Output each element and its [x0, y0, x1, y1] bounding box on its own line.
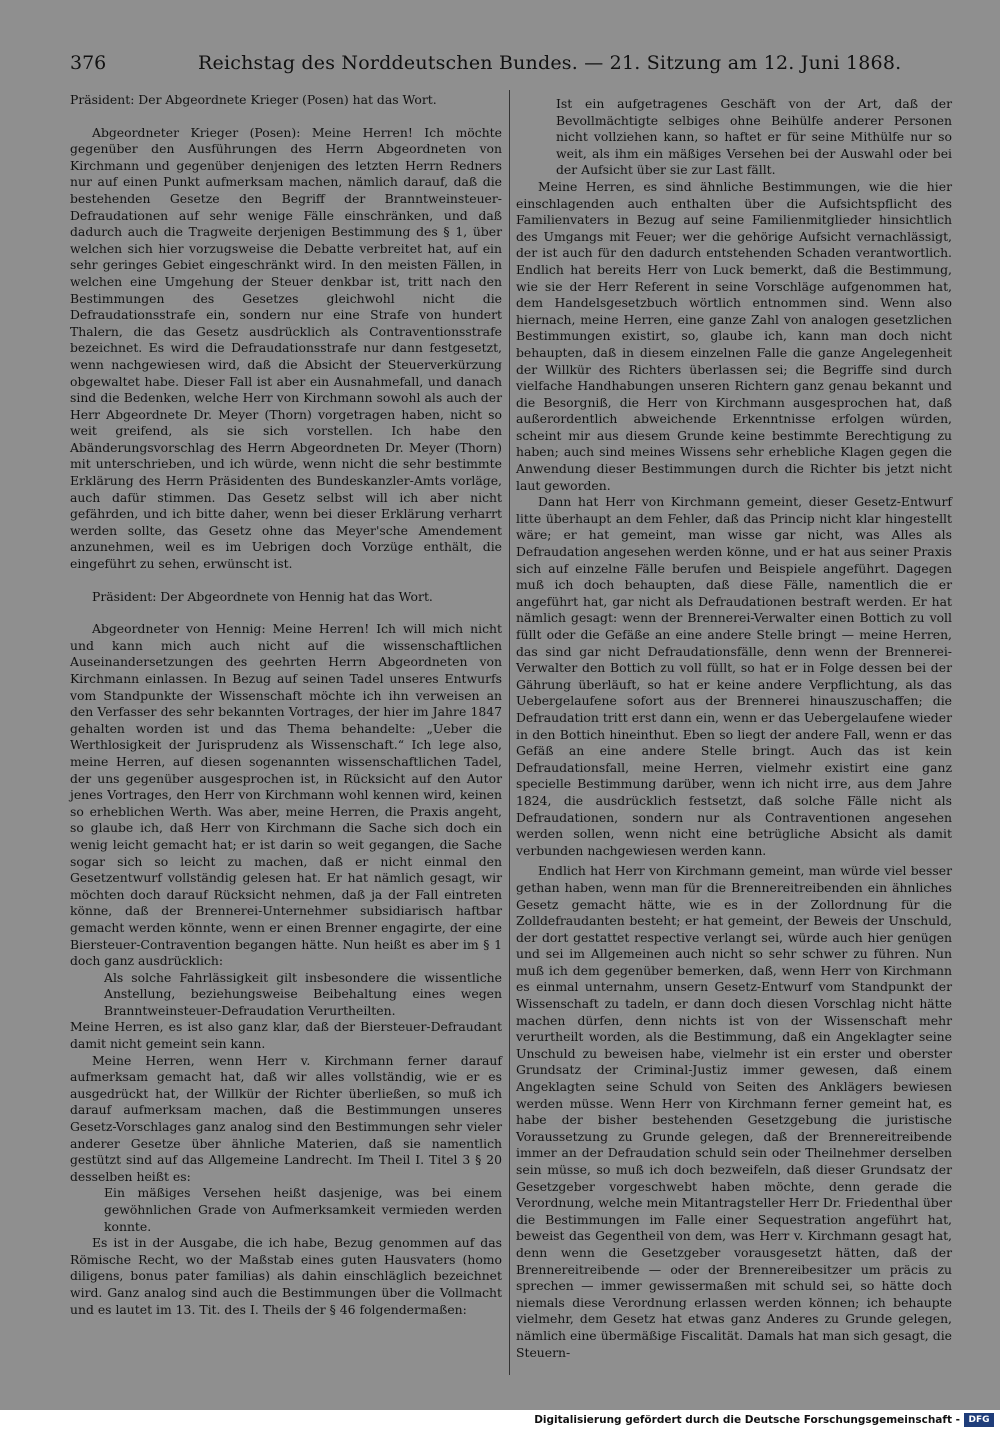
quotation: Ist ein aufgetragenes Geschäft von der Art, daß der Bevollmächtigte selbiges ohne Beihülfe anderer Personen nicht vollziehen kann, so haftet er für seine Mithülfe nur so weit, als ihm ein mäßiges Versehen bei der Auswahl oder bei der Aufsicht über sie zur Last fällt. — [556, 96, 952, 178]
paragraph: Dann hat Herr von Kirchmann gemeint, dieser Gesetz-Entwurf litte überhaupt an dem Fehler, daß das Princip nicht klar hingestellt wäre; er hat gemeint, man wisse gar nicht, was Alles als Defraudation angesehen werden könne, und er hat aus seiner Praxis sich auf einzelne Fälle berufen und Beispiele angeführt. Dagegen muß ich doch behaupten, daß diese Fälle, namentlich die er angeführt hat, gar nicht als Defraudationen bestraft werden. Er hat nämlich gesagt: wenn der Brennerei-Verwalter einen Bottich zu voll füllt oder die Gefäße an eine andere Stelle bringt — meine Herren, das sind gar nicht Defraudationsfälle, denn wenn der Brennerei-Verwalter den Bottich zu voll füllt, so hat er in Folge dessen bei der Gährung überläuft, so hat er keine andere Verpflichtung, als das Uebergelaufene sofort aus der Brennerei hinauszuschaffen; die Defraudation tritt erst dann ein, wenn er das Uebergelaufene wieder in den Bottich hineinthut. Eben so liegt der andere Fall, wenn er das Gefäß an eine andere Stelle bringt. Auch das ist kein Defraudationsfall, meine Herren, vielmehr existirt eine ganz specielle Bestimmung darüber, wenn ich nicht irre, aus dem Jahre 1824, die ausdrücklich festsetzt, daß solche Fälle nicht als Defraudationen, sondern nur als Contraventionen angesehen werden sollen, wenn nicht eine betrügliche Absicht als damit verbunden nachgewiesen werden kann. — [516, 494, 952, 858]
quotation: Ein mäßiges Versehen heißt dasjenige, was bei einem gewöhnlichen Grade von Aufmerksamkeit vermieden werden konnte. — [104, 1185, 502, 1234]
paragraph: Endlich hat Herr von Kirchmann gemeint, man würde viel besser gethan haben, wenn man für die Brennereitreibenden ein ähnliches Gesetz gemacht hätte, wie es in der Zollordnung für die Zolldefraudanten besteht; er hat gemeint, der Beweis der Unschuld, der dort gestattet respective verlangt sei, würde auch hier genügen und sei im Allgemeinen auch nicht so sehr schwer zu führen. Nun muß ich dem gegenüber bemerken, daß, wenn Herr von Kirchmann es einmal unternahm, unsern Gesetz-Entwurf vom Standpunkt der Wissenschaft zu tadeln, er dann doch diesen Vorschlag nicht hätte machen dürfen, denn nichts ist von der Wissenschaft mehr verurtheilt worden, als die Bestimmung, daß ein Angeklagter seine Unschuld zu beweisen habe, vielmehr ist ein erster und oberster Grundsatz der Criminal-Justiz immer gewesen, daß einem Angeklagten seine Schuld von Seiten des Anklägers bewiesen werden müsse. Wenn Herr von Kirchmann ferner gemeint hat, es habe der bisher bestehenden Gesetzgebung die juristische Voraussetzung zu Grunde gelegen, daß der Brennereitreibende immer an der Defraudation schuld sein oder Theilnehmer derselben sein müsse, so muß ich doch bezweifeln, daß dieser Grundsatz der Gesetzgeber vorgeschwebt haben möchte, denn gerade die Verordnung, welche mein Mitantragsteller Herr Dr. Friedenthal über die Bestimmungen im Falle einer Sequestration angeführt hat, beweist das Gegentheil von dem, was Herr v. Kirchmann gesagt hat, denn wenn die Gesetzgeber vorausgesetzt hätten, daß der Brennereitreibende — oder der Brennereibesitzer um präcis zu sprechen — immer gewissermaßen mit schuld sei, so hätte doch niemals diese Verordnung erlassen werden können; ich behaupte vielmehr, dem Gesetz hat etwas ganz Anderes zu Grunde gelegen, nämlich eine übermäßige Fiscalität. Damals hat man sich gesagt, die Steuern- — [516, 863, 952, 1360]
page-header — [60, 52, 902, 82]
page-number: 376 — [70, 52, 107, 74]
right-column — [516, 96, 952, 1361]
paragraph: Meine Herren, es ist also ganz klar, daß der Biersteuer-Defraudant damit nicht gemeint sein kann. — [70, 1019, 502, 1052]
footer-bar — [0, 1410, 1000, 1432]
left-column — [70, 92, 502, 1318]
funding-notice: Digitalisierung gefördert durch die Deutsche Forschungsgemeinschaft - — [534, 1414, 960, 1426]
paragraph: Es ist in der Ausgabe, die ich habe, Bezug genommen auf das Römische Recht, wo der Maßstab eines guten Hausvaters (homo diligens, bonus pater familias) als dahin einschläglich bezeichnet wird. Ganz analog sind auch die Bestimmungen über die Vollmacht und es lautet im 13. Tit. des I. Theils der § 46 folgendermaßen: — [70, 1235, 502, 1317]
paragraph: Meine Herren, es sind ähnliche Bestimmungen, wie die hier einschlagenden auch enthalten über die Aufsichtspflicht des Familienvaters in Bezug auf seine Familienmitglieder hinsichtlich des Umgangs mit Feuer; wer die gehörige Aufsicht vernachlässigt, der ist auch für den dadurch entstehenden Schaden verantwortlich. Endlich hat bereits Herr von Luck bemerkt, daß die Bestimmung, wie sie der Herr Referent in seine Vorschläge aufgenommen hat, dem Handelsgesetzbuch wörtlich entnommen sind. Wenn also hiernach, meine Herren, eine ganze Zahl von analogen gesetzlichen Bestimmungen existirt, so, glaube ich, kann man doch nicht behaupten, daß in diesem einzelnen Falle die ganze Angelegenheit der Willkür des Richters überlassen sei; die Begriffe sind durch vielfache Handhabungen unseren Richtern ganz genau bekannt und die Besorgniß, die Herr von Kirchmann ausgesprochen hat, daß außerordentlich abweichende Erkenntnisse erfolgen würden, scheint mir aus diesem Grunde keine bestimmte Berechtigung zu haben; auch sind meines Wissens sehr erhebliche Klagen gegen die Anwendung dieser Bestimmungen durch die Richter bis jetzt nicht laut geworden. — [516, 178, 952, 493]
quotation: Als solche Fahrlässigkeit gilt insbesondere die wissentliche Anstellung, beziehungsweise Beibehaltung eines wegen Branntweinsteuer-Defraudation Verurtheilten. — [104, 969, 502, 1018]
paragraph: Abgeordneter von Hennig: Meine Herren! Ich will mich nicht und kann mich auch nicht auf die wissenschaftlichen Auseinandersetzungen des geehrten Herrn Abgeordneten von Kirchmann einlassen. In Bezug auf seinen Tadel unseres Entwurfs vom Standpunkte der Wissenschaft möchte ich ihn verweisen an den Verfasser des sehr bekannten Vortrages, der hier im Jahre 1847 gehalten worden ist und das Thema behandelte: „Ueber die Werthlosigkeit der Jurisprudenz als Wissenschaft.“ Ich lege also, meine Herren, auf diesen sogenannten wissenschaftlichen Tadel, der uns gegenüber ausgesprochen ist, in Rücksicht auf den Autor jenes Vortrages, den Herr von Kirchmann wohl kennen wird, keinen so erheblichen Werth. Was aber, meine Herren, die Praxis angeht, so glaube ich, daß Herr von Kirchmann die Sache sich doch ein wenig leicht gemacht hat; er ist darin so weit gegangen, die Sache sogar sich so leicht zu machen, daß er nicht einmal den Gesetzentwurf vollständig gelesen hat. Er hat nämlich gesagt, wir möchten doch darauf Rücksicht nehmen, daß ja der Fall eintreten könne, daß der Brennerei-Unternehmer subsidiarisch haftbar gemacht werden könnte, wenn er einen Brenner engagirte, der eine Biersteuer-Contravention begangen hätte. Nun heißt es aber im § 1 doch ganz ausdrücklich: — [70, 621, 502, 969]
paragraph: Präsident: Der Abgeordnete von Hennig hat das Wort. — [92, 588, 433, 604]
dfg-logo: DFG — [964, 1413, 994, 1427]
running-title: Reichstag des Norddeutschen Bundes. — 21. Sitzung am 12. Juni 1868. — [198, 52, 902, 74]
paragraph: Meine Herren, wenn Herr v. Kirchmann ferner darauf aufmerksam gemacht hat, daß wir alles vollständig, wie er es ausgedrückt hat, der Willkür der Richter überließen, so muß ich darauf aufmerksam machen, daß die Bestimmungen unseres Gesetz-Vorschlages ganz analog sind den Bestimmungen sehr vieler anderer Gesetze über ähnliche Materien, daß sie namentlich gestützt sind auf das Allgemeine Landrecht. Im Theil I. Titel 3 § 20 desselben heißt es: — [70, 1052, 502, 1184]
column-divider — [509, 90, 510, 1375]
paragraph: Präsident: Der Abgeordnete Krieger (Posen) hat das Wort. — [70, 92, 437, 107]
paragraph: Abgeordneter Krieger (Posen): Meine Herren! Ich möchte gegenüber den Ausführungen des Herrn Abgeordneten von Kirchmann und gegenüber denjenigen des letzten Herrn Redners nur auf einen Punkt aufmerksam machen, nämlich darauf, daß die bestehenden Gesetze den Begriff der Branntweinsteuer-Defraudationen auf sehr wenige Fälle einschränken, und daß dadurch auch die Tragweite derjenigen Bestimmung des § 1, über welchen sich hier vorzugsweise die Debatte verbreitet hat, auf ein sehr geringes Gebiet eingeschränkt wird. In den meisten Fällen, in welchen eine Umgehung der Steuer denkbar ist, tritt nach den Bestimmungen des Gesetzes gleichwohl nicht die Defraudationsstrafe ein, sondern nur eine Strafe von hundert Thalern, die das Gesetz ausdrücklich als Contraventionsstrafe bezeichnet. Es wird die Defraudationsstrafe nur dann festgesetzt, wenn nachgewiesen wird, daß die Absicht der Steuerverkürzung obgewaltet habe. Dieser Fall ist aber ein Ausnahmefall, und danach sind die Bedenken, welche Herr von Kirchmann sowohl als auch der Herr Abgeordnete Dr. Meyer (Thorn) vorgetragen haben, nicht so weit greifend, als sie sich vorstellen. Ich habe den Abänderungsvorschlag des Herrn Abgeordneten Dr. Meyer (Thorn) mit unterschrieben, und ich würde, wenn nicht die sehr bestimmte Erklärung des Herrn Präsidenten des Bundeskanzler-Amts vorläge, auch dafür stimmen. Das Gesetz selbst will ich aber nicht gefährden, und ich bitte daher, wenn bei dieser Erklärung verharrt werden sollte, das Gesetz ohne das Meyer'sche Amendement anzunehmen, weil es im Uebrigen doch Vorzüge enthält, die eingeführt zu sehen, erwünscht ist. — [70, 124, 502, 572]
